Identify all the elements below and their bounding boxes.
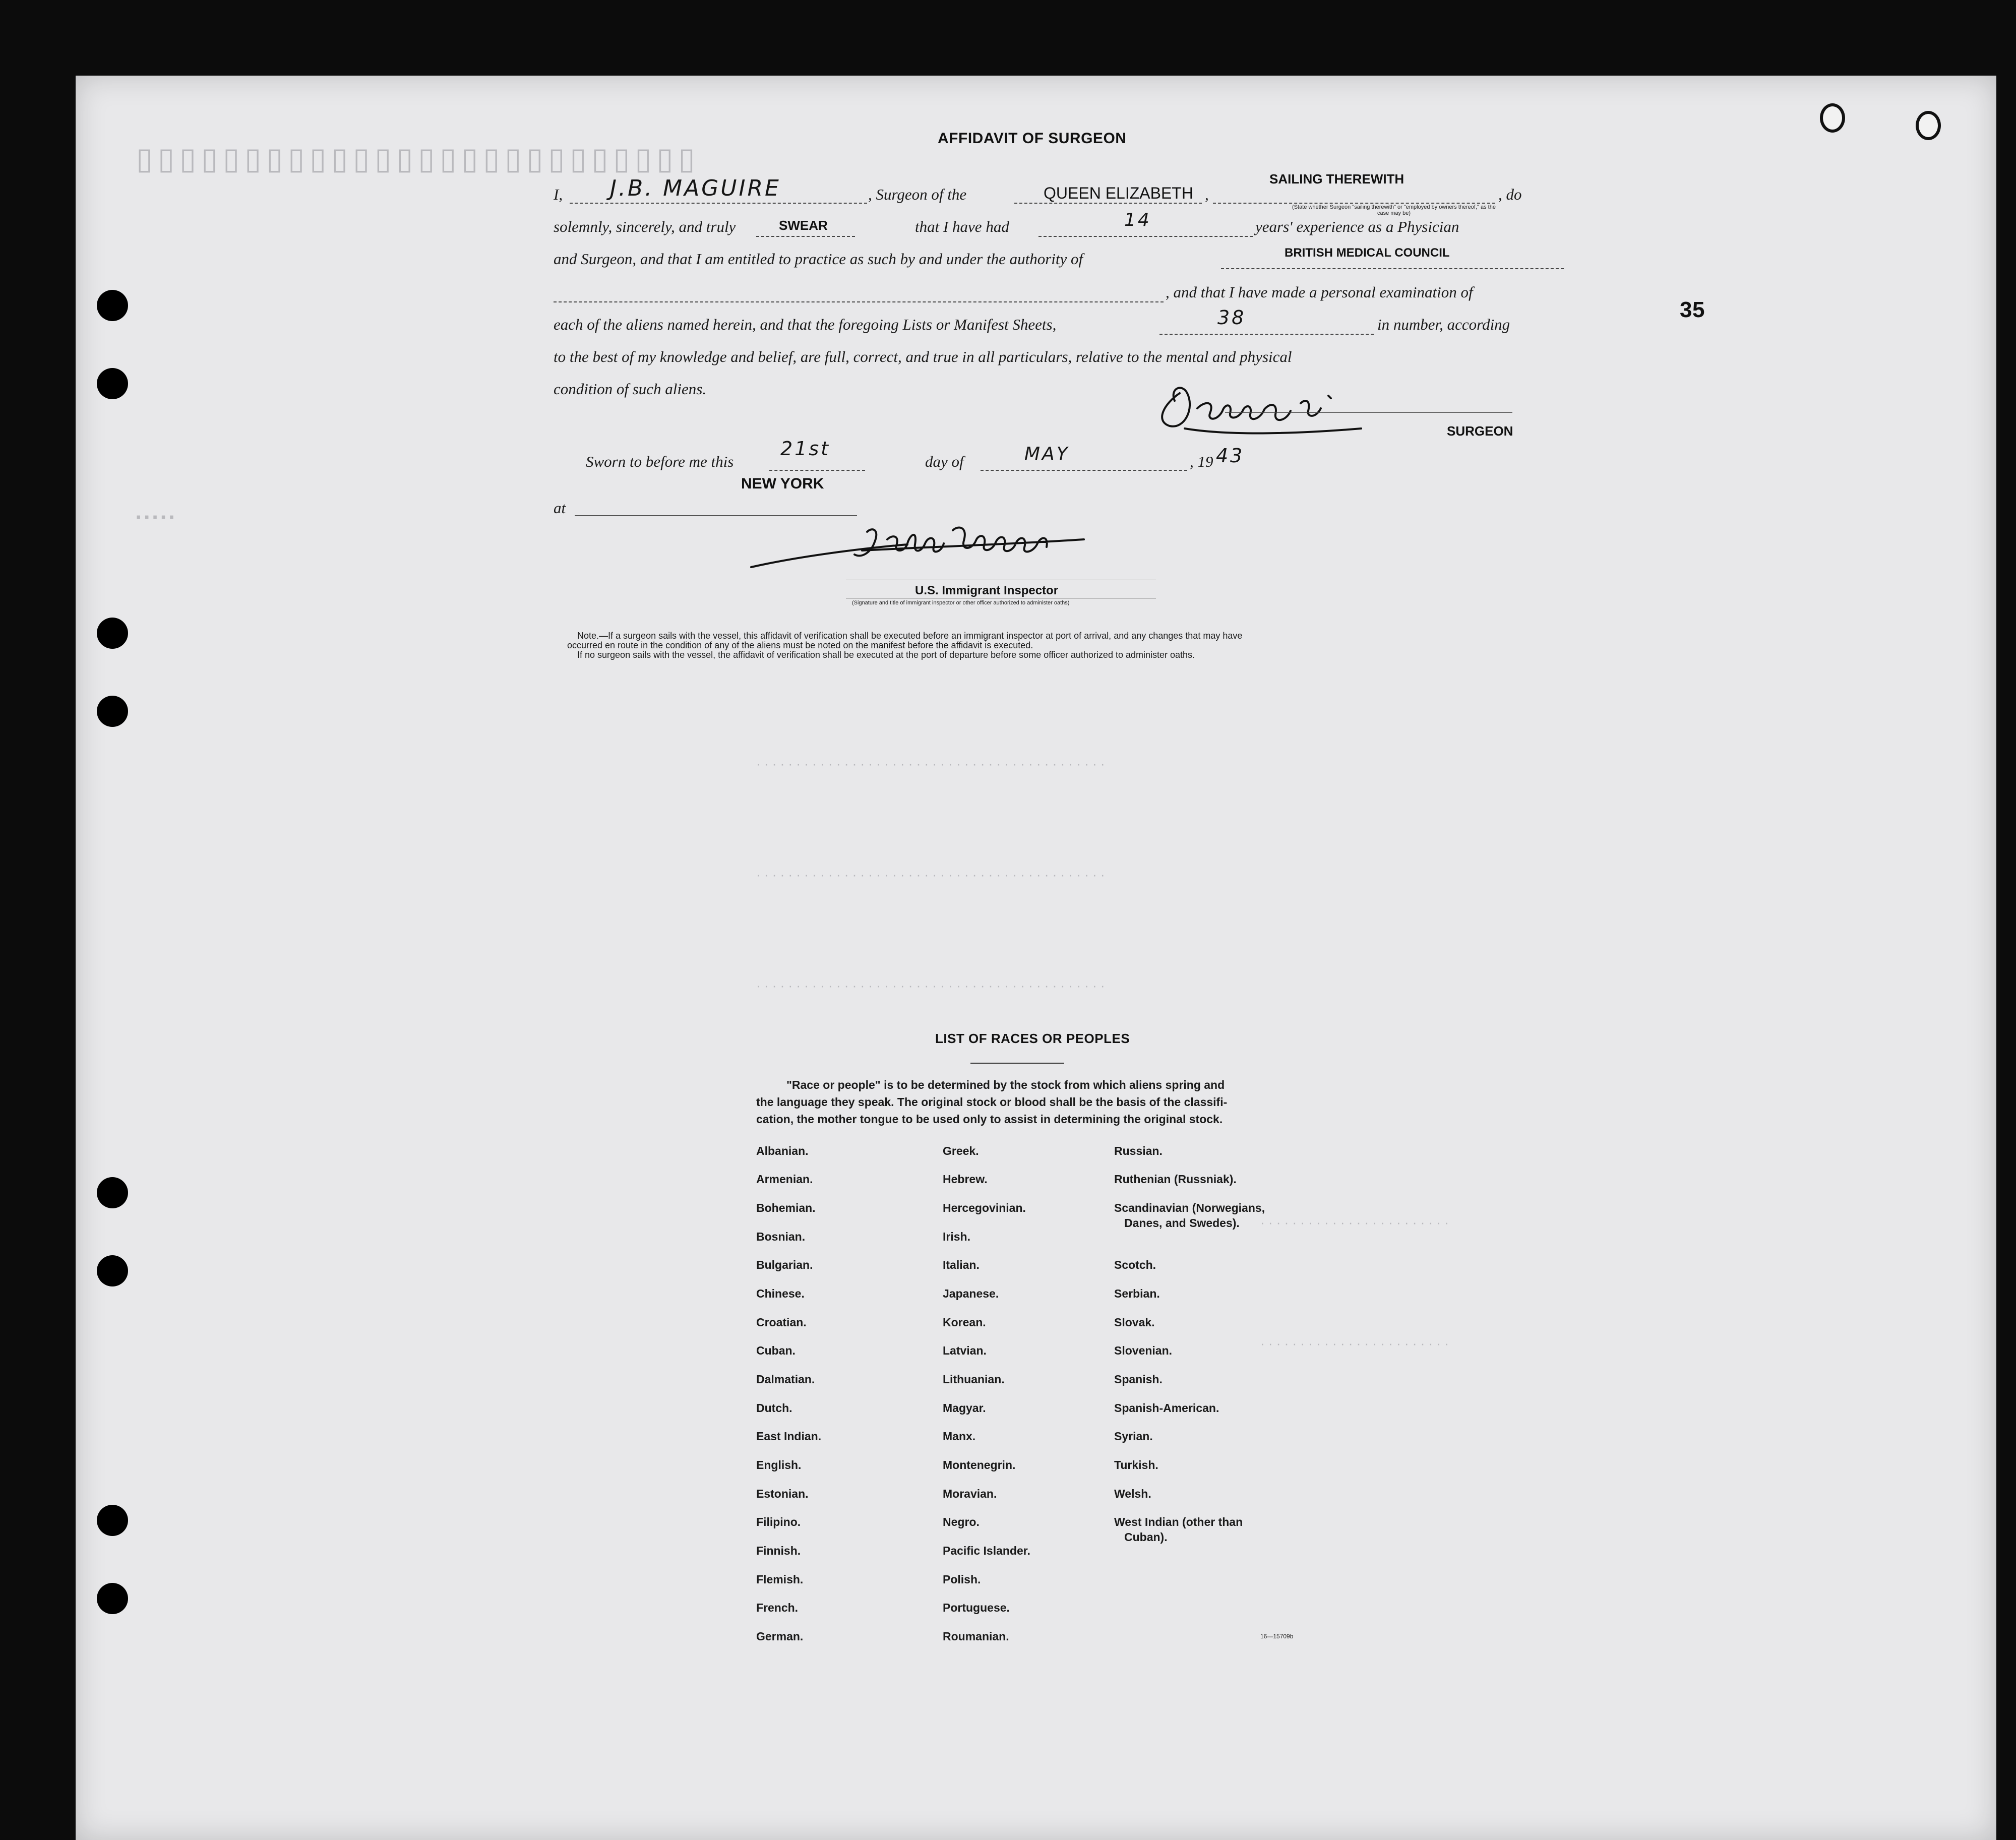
- document-page: [76, 76, 1996, 1840]
- race-item: Greek.: [943, 1144, 979, 1157]
- race-item: Hercegovinian.: [943, 1201, 1026, 1214]
- race-item: Latvian.: [943, 1344, 987, 1357]
- affidavit-note: [567, 631, 1580, 660]
- sworn-day: 21st: [780, 438, 831, 460]
- binder-hole: [97, 618, 128, 649]
- year-prefix: , 19: [1190, 453, 1213, 470]
- ring-hole: [1916, 111, 1941, 140]
- race-item: Bosnian.: [756, 1230, 806, 1243]
- race-item: Irish.: [943, 1230, 970, 1243]
- surgeon-of-label: , Surgeon of the: [868, 186, 967, 203]
- authority-underline: [1221, 268, 1564, 269]
- race-item: Polish.: [943, 1573, 981, 1586]
- race-item: Cuban).: [1124, 1530, 1168, 1544]
- oath-underline: [756, 236, 855, 237]
- i-label: I,: [554, 186, 563, 203]
- race-item: Albanian.: [756, 1144, 809, 1157]
- race-item: Filipino.: [756, 1515, 801, 1528]
- binder-hole: [97, 1583, 128, 1614]
- race-item: Montenegrin.: [943, 1458, 1016, 1471]
- race-item: Welsh.: [1114, 1487, 1151, 1500]
- condition-label: condition of such aliens.: [554, 380, 707, 398]
- race-item: Spanish-American.: [1114, 1401, 1219, 1415]
- race-item: German.: [756, 1630, 804, 1643]
- race-item: Slovak.: [1114, 1316, 1155, 1329]
- solemnly-label: solemnly, sincerely, and truly: [554, 218, 736, 235]
- race-item: Dutch.: [756, 1401, 792, 1415]
- authority-underline-2: [554, 301, 1164, 302]
- surgeon-signature-underline: [1225, 412, 1512, 413]
- and-surgeon-label: and Surgeon, and that I am entitled to practice as such by and under the authority of: [554, 250, 1083, 268]
- experience-label: years' experience as a Physician: [1255, 218, 1459, 235]
- oath-word: SWEAR: [779, 218, 828, 233]
- sailing-status-underline: [1213, 203, 1495, 204]
- race-item: English.: [756, 1458, 802, 1471]
- race-item: Croatian.: [756, 1316, 807, 1329]
- authority-value: BRITISH MEDICAL COUNCIL: [1285, 246, 1450, 260]
- race-item: Scandinavian (Norwegians,: [1114, 1201, 1265, 1214]
- race-item: Serbian.: [1114, 1287, 1160, 1300]
- race-item: Syrian.: [1114, 1430, 1153, 1443]
- race-item: West Indian (other than: [1114, 1515, 1243, 1528]
- race-item: Flemish.: [756, 1573, 804, 1586]
- races-title-rule: [970, 1063, 1064, 1064]
- sworn-month-underline: [981, 470, 1187, 471]
- bleed-through: · · · · · · · · · · · · · · · · · · · · · · · · · · · · · · · · · · · · · · · · · · · ·: [756, 756, 1105, 771]
- race-item: East Indian.: [756, 1430, 822, 1443]
- binder-hole: [97, 696, 128, 727]
- race-item: Lithuanian.: [943, 1373, 1005, 1386]
- bleed-through: ▪ ▪ ▪ ▪ ▪: [136, 509, 174, 524]
- place-underline: [575, 515, 857, 516]
- affidavit-title: AFFIDAVIT OF SURGEON: [938, 130, 1127, 147]
- inspector-caption: (Signature and title of immigrant inspector or other officer authorized to administer oaths): [852, 600, 1070, 606]
- note-line-3: If no surgeon sails with the vessel, the affidavit of verification shall be executed at the port of departure before some officer authorized to administer oaths.: [577, 650, 1195, 660]
- race-item: Danes, and Swedes).: [1124, 1216, 1240, 1230]
- race-item: Italian.: [943, 1258, 980, 1271]
- binder-hole: [97, 290, 128, 321]
- race-item: Dalmatian.: [756, 1373, 815, 1386]
- races-title: LIST OF RACES OR PEOPLES: [935, 1031, 1130, 1046]
- race-item: Finnish.: [756, 1544, 801, 1557]
- note-line-1: Note.—If a surgeon sails with the vessel, this affidavit of verification shall be executed before an immigrant inspector at port of arrival, and any changes that may have: [577, 631, 1243, 641]
- intro-line-2: the language they speak. The original stock or blood shall be the basis of the classifi-: [756, 1095, 1228, 1109]
- races-intro: [756, 1076, 1301, 1128]
- race-item: Korean.: [943, 1316, 986, 1329]
- race-item: French.: [756, 1601, 799, 1614]
- surgeon-name-underline: [570, 203, 867, 204]
- race-item: Hebrew.: [943, 1173, 988, 1186]
- bleed-through: ▯▯▯▯▯▯▯▯▯▯▯▯▯▯▯▯▯▯▯▯▯▯▯▯▯▯: [136, 142, 700, 175]
- examination-label: , and that I have made a personal examination of: [1166, 283, 1473, 301]
- surgeon-signature: [1149, 373, 1412, 439]
- bleed-through: · · · · · · · · · · · · · · · · · · · · · · · ·: [1260, 1215, 1449, 1230]
- binder-hole: [97, 1177, 128, 1208]
- inspector-signature: [746, 519, 1129, 575]
- sheets-underline: [1159, 334, 1374, 335]
- each-label: each of the aliens named herein, and that the foregoing Lists or Manifest Sheets,: [554, 316, 1057, 333]
- race-item: Negro.: [943, 1515, 980, 1528]
- had-label: that I have had: [915, 218, 1009, 235]
- surgeon-name: J.B. MAGUIRE: [610, 175, 781, 201]
- at-label: at: [554, 499, 566, 517]
- comma: ,: [1205, 186, 1209, 203]
- surgeon-caption: SURGEON: [1447, 423, 1513, 439]
- intro-line-1: "Race or people" is to be determined by the stock from which aliens spring and: [786, 1078, 1225, 1091]
- sworn-year: 43: [1216, 445, 1245, 467]
- sworn-day-underline: [769, 470, 865, 471]
- race-item: Turkish.: [1114, 1458, 1158, 1471]
- bleed-through: · · · · · · · · · · · · · · · · · · · · · · · ·: [1260, 1336, 1449, 1351]
- best-label: to the best of my knowledge and belief, are full, correct, and true in all particulars, relative to the mental and physical: [554, 348, 1292, 365]
- race-item: Russian.: [1114, 1144, 1163, 1157]
- binder-hole: [97, 1505, 128, 1536]
- sheets-count: 38: [1217, 306, 1246, 329]
- years-value: 14: [1124, 210, 1151, 230]
- race-item: Moravian.: [943, 1487, 997, 1500]
- inspector-title: U.S. Immigrant Inspector: [915, 584, 1059, 597]
- sailing-note: (State whether Surgeon "sailing therewith" or "employed by owners thereof," as the case may be): [1292, 204, 1496, 216]
- intro-line-3: cation, the mother tongue to be used only to assist in determining the original stock.: [756, 1113, 1223, 1126]
- binder-hole: [97, 368, 128, 399]
- bleed-through: · · · · · · · · · · · · · · · · · · · · · · · · · · · · · · · · · · · · · · · · · · · ·: [756, 867, 1105, 882]
- race-item: Armenian.: [756, 1173, 813, 1186]
- race-item: Estonian.: [756, 1487, 809, 1500]
- race-item: Chinese.: [756, 1287, 805, 1300]
- race-item: Scotch.: [1114, 1258, 1156, 1271]
- form-code: 16—15709b: [1260, 1633, 1294, 1640]
- race-item: Magyar.: [943, 1401, 986, 1415]
- race-item: Bulgarian.: [756, 1258, 813, 1271]
- race-item: Slovenian.: [1114, 1344, 1173, 1357]
- race-item: Ruthenian (Russniak).: [1114, 1173, 1237, 1186]
- day-of-label: day of: [925, 453, 964, 470]
- race-item: Roumanian.: [943, 1630, 1009, 1643]
- years-underline: [1038, 236, 1253, 237]
- race-item: Spanish.: [1114, 1373, 1163, 1386]
- number-label: in number, according: [1377, 316, 1510, 333]
- place: NEW YORK: [741, 475, 824, 492]
- page-number: 35: [1680, 297, 1705, 322]
- note-line-2: occurred en route in the condition of any of the aliens must be noted on the manifest before the affidavit is executed.: [567, 640, 1033, 650]
- sworn-month: MAY: [1024, 444, 1070, 464]
- bleed-through: · · · · · · · · · · · · · · · · · · · · · · · · · · · · · · · · · · · · · · · · · · · ·: [756, 978, 1105, 993]
- ship-name: QUEEN ELIZABETH: [1044, 184, 1193, 202]
- ring-hole: [1820, 103, 1845, 133]
- race-item: Portuguese.: [943, 1601, 1010, 1614]
- sworn-label: Sworn to before me this: [586, 453, 734, 470]
- sailing-status: SAILING THEREWITH: [1269, 171, 1404, 187]
- binder-hole: [97, 1255, 128, 1286]
- ship-name-underline: [1014, 203, 1202, 204]
- race-item: Japanese.: [943, 1287, 999, 1300]
- race-item: Pacific Islander.: [943, 1544, 1030, 1557]
- race-item: Manx.: [943, 1430, 976, 1443]
- do-label: , do: [1498, 186, 1522, 203]
- race-item: Cuban.: [756, 1344, 796, 1357]
- race-item: Bohemian.: [756, 1201, 816, 1214]
